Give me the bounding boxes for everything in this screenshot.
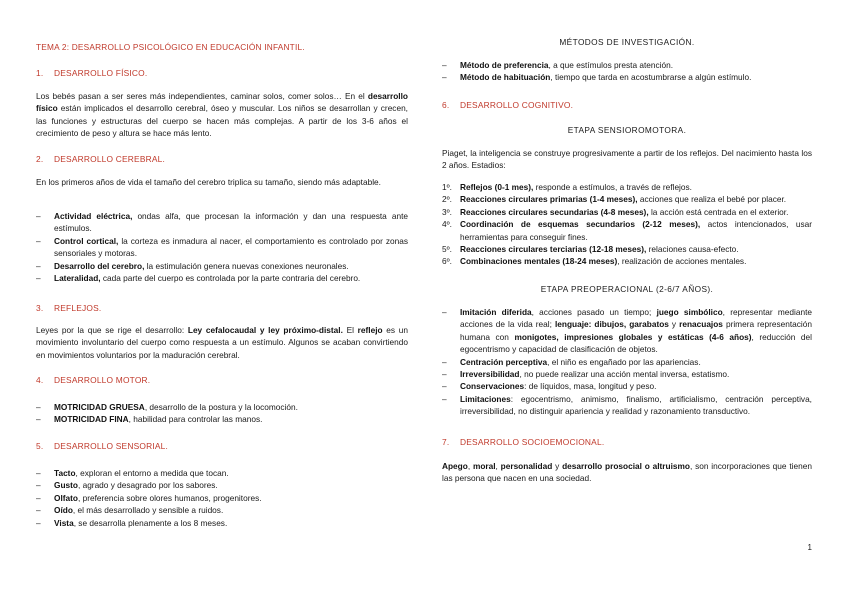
section-5-list: [36, 467, 408, 529]
list-item: – Actividad eléctrica, ondas alfa, que procesan la información y dan una respuesta ante estímulos.: [36, 211, 408, 234]
section-3-text: Leyes por la que se rige el desarrollo: Ley cefalocaudal y ley próximo-distal. El reflejo es un movimiento involuntario del cuerpo como respuesta a un estímulo. Algunos se acaban convirtiendo en movimientos voluntarios por la maduración cerebral.: [36, 325, 408, 360]
section-1-heading: 1. DESARROLLO FÍSICO.: [36, 68, 148, 78]
section-2-list: [36, 210, 408, 284]
list-item: – Vista, se desarrolla plenamente a los 8 meses.: [36, 517, 228, 528]
section-4-heading: 4. DESARROLLO MOTOR.: [36, 375, 151, 385]
list-item: – MOTRICIDAD FINA, habilidad para controlar las manos.: [36, 414, 263, 425]
list-item: – MOTRICIDAD GRUESA, desarrollo de la postura y la locomoción.: [36, 402, 298, 412]
stage-1-list: [442, 181, 812, 268]
list-item: – Método de habituación, tiempo que tarda en acostumbrarse a algún estímulo.: [442, 72, 752, 83]
stage-2-list: [442, 306, 812, 418]
section-6-heading: 6. DESARROLLO COGNITIVO.: [442, 100, 574, 110]
list-item: – Oído, el más desarrollado y sensible a ruidos.: [36, 505, 224, 516]
section-7-text: Apego, moral, personalidad y desarrollo prosocial o altruismo, son incorporaciones que tienen las persona que nacen en una sociedad.: [442, 461, 812, 484]
list-item: – Irreversibilidad, no puede realizar una acción mental inversa, estatismo.: [442, 369, 730, 380]
list-item: – Gusto, agrado y desagrado por los sabores.: [36, 480, 218, 491]
list-item: – Lateralidad, cada parte del cuerpo es controlada por la parte contraria del cerebro.: [36, 273, 361, 284]
section-5-heading: 5. DESARROLLO SENSORIAL.: [36, 441, 169, 451]
list-item: – Desarrollo del cerebro, la estimulación genera nuevas conexiones neuronales.: [36, 260, 349, 271]
list-item: 5º. Reacciones circulares terciarias (12-18 meses), relaciones causa-efecto.: [442, 244, 739, 255]
section-2-heading: 2. DESARROLLO CEREBRAL.: [36, 154, 166, 164]
stage-1-heading: ETAPA SENSIOROMOTORA.: [567, 125, 687, 135]
stage-2-heading: ETAPA PREOPERACIONAL (2-6/7 AÑOS).: [540, 284, 714, 294]
list-item: – Método de preferencia, a que estímulos presta atención.: [442, 60, 674, 70]
page-number: 1: [807, 543, 812, 552]
stage-1-intro: Piaget, la inteligencia se construye progresivamente a partir de los reflejos. Del nacimiento hasta los 2 años. Estadios:: [442, 148, 812, 171]
list-item: 6º. Combinaciones mentales (18-24 meses), realización de acciones mentales.: [442, 256, 747, 267]
list-item: – Limitaciones: egocentrismo, animismo, finalismo, artificialismo, centración perceptiva, irreversibilidad, no distinguir apariencia y realidad y razonamiento transductivo.: [442, 393, 812, 417]
section-3-heading: 3. REFLEJOS.: [36, 303, 102, 313]
section-1-text: Los bebés pasan a ser seres más independientes, caminar solos, comer solos… En el desarrollo físico están implicados el desarrollo cerebral, óseo y muscular. Los niños se desarrollan y crecen, las funciones y estructuras del cuerpo se hacen más complejas. A partir de los 3-6 años el crecimiento de peso y altura se hace más lento.: [36, 91, 408, 139]
methods-heading: MÉTODOS DE INVESTIGACIÓN.: [559, 37, 695, 47]
list-item: 4º. Coordinación de esquemas secundarios (2-12 meses), actos intencionados, usar herramientas para conseguir fines.: [442, 219, 812, 242]
list-item: – Imitación diferida, acciones pasado un tiempo; juego simbólico, representar mediante acciones de la vida real; lenguaje: dibujos, garabatos y renacuajos primera representación humana con monigotes, impresiones globales y estáticas (4-6 años), reducción del egocentrismo y capacidad de clasificación de objetos.: [442, 307, 813, 355]
list-item: – Olfato, preferencia sobre olores humanos, progenitores.: [36, 492, 262, 503]
list-item: – Conservaciones: de líquidos, masa, longitud y peso.: [442, 381, 657, 392]
list-item: 1º. Reflejos (0-1 mes), responde a estímulos, a través de reflejos.: [442, 182, 692, 192]
section-2-intro: En los primeros años de vida el tamaño del cerebro triplica su tamaño, siendo más adaptable.: [36, 177, 381, 187]
page-title: TEMA 2: DESARROLLO PSICOLÓGICO EN EDUCACIÓN INFANTIL.: [36, 42, 305, 52]
section-4-list: [36, 401, 408, 426]
section-7-heading: 7. DESARROLLO SOCIOEMOCIONAL.: [442, 437, 605, 447]
list-item: – Centración perceptiva, el niño es engañado por las apariencias.: [442, 356, 701, 367]
list-item: 3º. Reacciones circulares secundarias (4-8 meses), la acción está centrada en el exterior.: [442, 206, 789, 217]
list-item: – Tacto, exploran el entorno a medida que tocan.: [36, 468, 229, 478]
list-item: – Control cortical, la corteza es inmadura al nacer, el comportamiento es controlado por zonas sensoriales y motoras.: [36, 235, 408, 259]
methods-list: [442, 59, 812, 84]
list-item: 2º. Reacciones circulares primarias (1-4 meses), acciones que realiza el bebé por placer.: [442, 194, 787, 205]
